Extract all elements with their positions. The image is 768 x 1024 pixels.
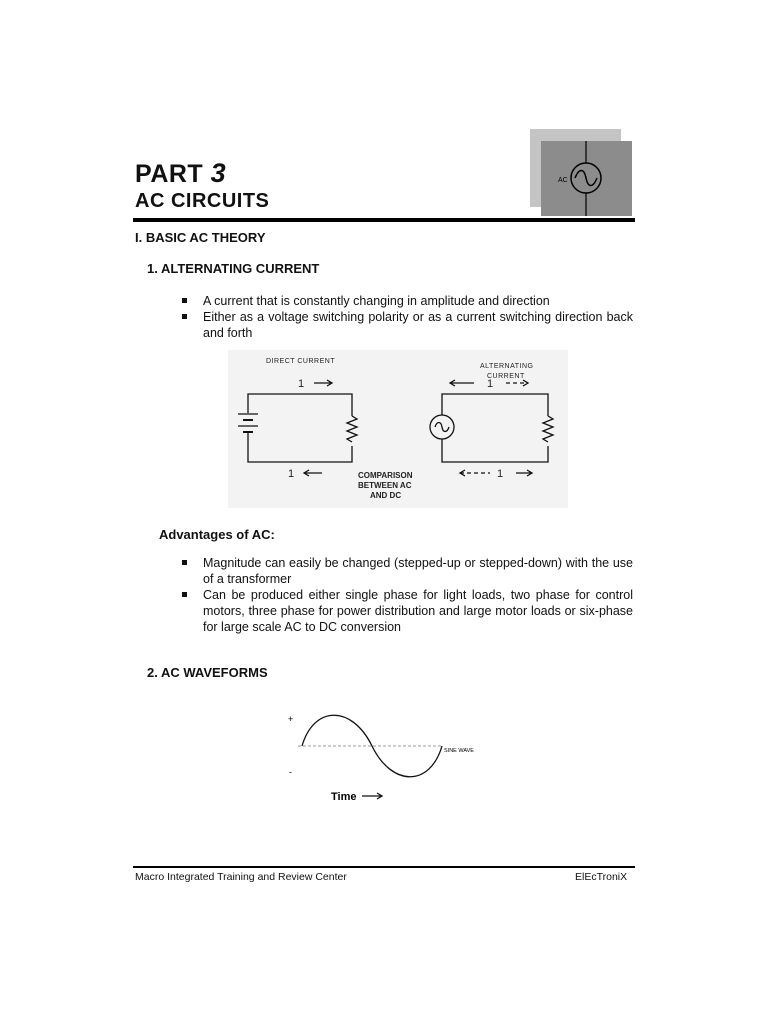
sine-wave-diagram xyxy=(280,700,500,810)
ac-source-icon xyxy=(541,141,632,216)
advantages-heading: Advantages of AC: xyxy=(159,527,275,542)
footer-divider xyxy=(133,866,635,868)
ac-dc-comparison-diagram xyxy=(228,350,568,508)
ac-label-line2: CURRENT xyxy=(487,373,525,380)
header-divider xyxy=(133,218,635,222)
plus-sign: + xyxy=(288,714,294,724)
part-title xyxy=(135,158,226,189)
part-number: 3 xyxy=(210,158,227,188)
ac-definition-list xyxy=(181,293,633,341)
dc-current-top: 1 xyxy=(298,378,305,390)
sine-wave-label: SINE WAVE xyxy=(444,748,474,754)
comparison-line3: AND DC xyxy=(370,491,402,500)
dc-current-bottom: 1 xyxy=(288,468,295,480)
minus-sign: - xyxy=(289,767,292,777)
list-item: Magnitude can easily be changed (stepped-up or stepped-down) with the use of a transformer xyxy=(181,555,633,587)
part-word: PART xyxy=(135,160,204,188)
ac-logo xyxy=(541,141,632,216)
ac-current-bottom: 1 xyxy=(497,468,504,480)
logo-label: AC xyxy=(558,177,568,184)
time-label: Time xyxy=(331,791,357,803)
list-item: Can be produced either single phase for light loads, two phase for control motors, three phase for power distribution and large motor loads or six-phase for large scale AC to DC conversion xyxy=(181,587,633,635)
advantages-list xyxy=(181,555,633,635)
footer-left-text: Macro Integrated Training and Review Center xyxy=(135,871,347,883)
section-heading: I. BASIC AC THEORY xyxy=(135,230,266,245)
chapter-title: AC CIRCUITS xyxy=(135,190,270,212)
ac-label-line1: ALTERNATING xyxy=(480,363,534,370)
comparison-line1: COMPARISON xyxy=(358,471,413,480)
time-arrow xyxy=(362,793,382,799)
comparison-line2: BETWEEN AC xyxy=(358,481,412,490)
list-item: Either as a voltage switching polarity or as a current switching direction back and forth xyxy=(181,309,633,341)
list-item: A current that is constantly changing in amplitude and direction xyxy=(181,293,633,309)
subsection-heading-1: 1. ALTERNATING CURRENT xyxy=(147,261,320,276)
dc-label: DIRECT CURRENT xyxy=(266,358,336,365)
ac-current-top: 1 xyxy=(487,378,494,390)
subsection-heading-2: 2. AC WAVEFORMS xyxy=(147,665,268,680)
footer-right-text: ElEcTroniX xyxy=(575,871,628,883)
